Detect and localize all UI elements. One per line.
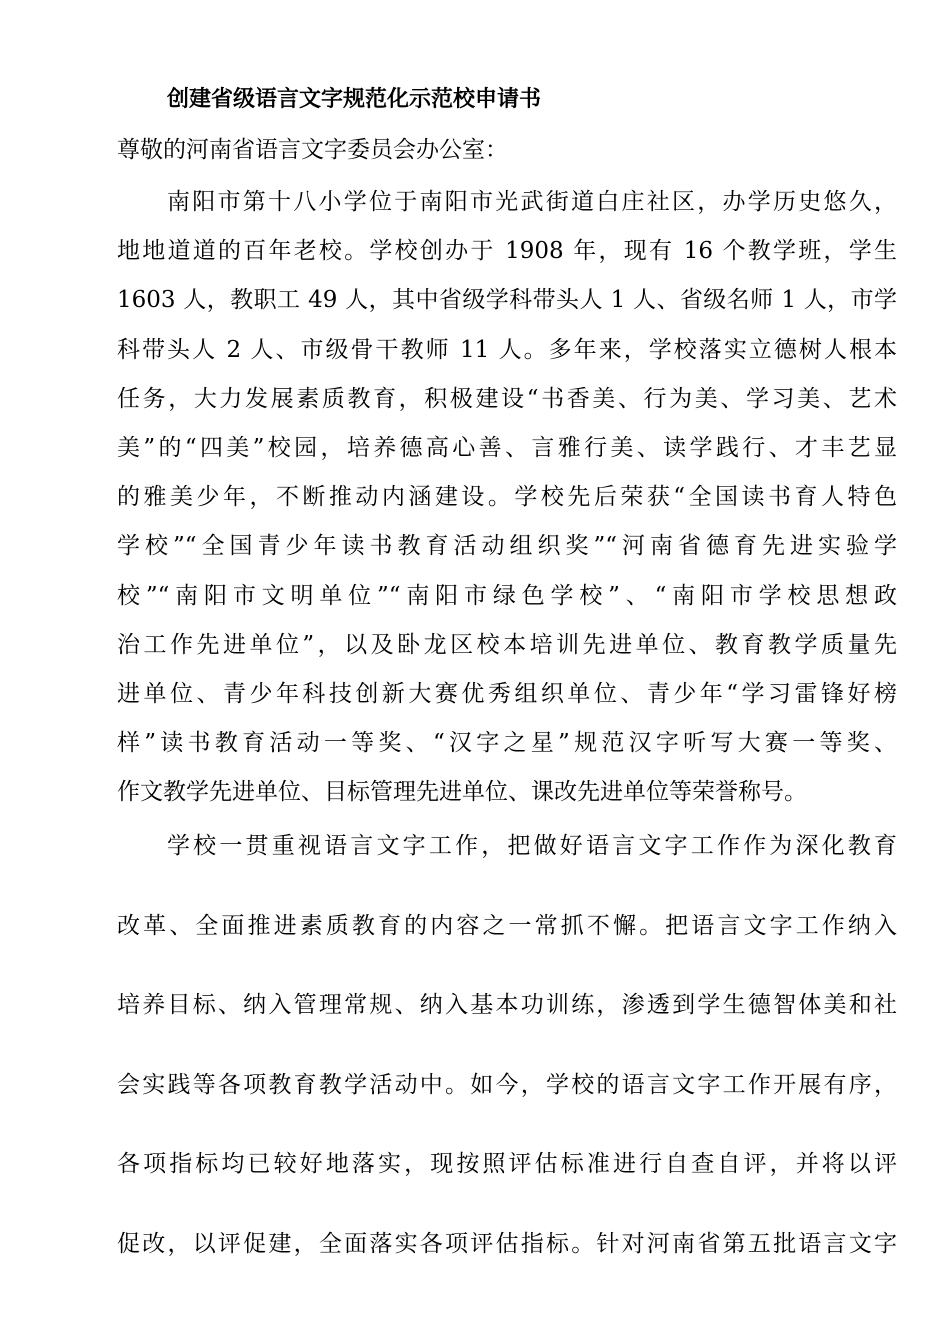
paragraph-line: 任务，大力发展素质教育，积极建设“书香美、行为美、学习美、艺术	[117, 385, 897, 412]
paragraph-line: 进单位、青少年科技创新大赛优秀组织单位、青少年“学习雷锋好榜	[117, 680, 897, 707]
paragraph-line: 学校一贯重视语言文字工作，把做好语言文字工作作为深化教育	[167, 833, 897, 859]
paragraph-line: 校”“南阳市文明单位”“南阳市绿色学校”、“南阳市学校思想政	[117, 582, 897, 609]
paragraph-line: 南阳市第十八小学位于南阳市光武街道白庄社区，办学历史悠久，	[167, 189, 897, 215]
paragraph-line: 改革、全面推进素质教育的内容之一常抓不懈。把语言文字工作纳入	[117, 912, 897, 939]
paragraph-line: 促改，以评促建，全面落实各项评估指标。针对河南省第五批语言文字	[117, 1230, 897, 1257]
document-title: 创建省级语言文字规范化示范校申请书	[167, 87, 542, 112]
paragraph-1	[117, 178, 897, 817]
paragraph-line: 科带头人 2 人、市级骨干教师 11 人。多年来，学校落实立德树人根本	[117, 336, 897, 363]
paragraph-line: 会实践等各项教育教学活动中。如今，学校的语言文字工作开展有序，	[117, 1071, 897, 1098]
paragraph-line: 培养目标、纳入管理常规、纳入基本功训练，渗透到学生德智体美和社	[117, 992, 897, 1018]
paragraph-line: 治工作先进单位”，以及卧龙区校本培训先进单位、教育教学质量先	[117, 631, 897, 658]
paragraph-line: 样”读书教育活动一等奖、“汉字之星”规范汉字听写大赛一等奖、	[117, 730, 897, 757]
paragraph-2	[117, 823, 897, 1300]
paragraph-line: 美”的“四美”校园，培养德高心善、言雅行美、读学践行、才丰艺显	[117, 434, 897, 461]
paragraph-line: 1603 人，教职工 49 人，其中省级学科带头人 1 人、省级名师 1 人，市学	[117, 287, 897, 314]
paragraph-line: 学校”“全国青少年读书教育活动组织奖”“河南省德育先进实验学	[117, 533, 897, 560]
paragraph-line: 的雅美少年，不断推动内涵建设。学校先后荣获“全国读书育人特色	[117, 484, 897, 511]
paragraph-line: 各项指标均已较好地落实，现按照评估标准进行自查自评，并将以评	[117, 1151, 897, 1177]
paragraph-line: 作文教学先进单位、目标管理先进单位、课改先进单位等荣誉称号。	[117, 779, 807, 806]
paragraph-line: 地地道道的百年老校。学校创办于 1908 年，现有 16 个教学班，学生	[117, 238, 897, 265]
salutation: 尊敬的河南省语言文字委员会办公室：	[117, 137, 508, 163]
